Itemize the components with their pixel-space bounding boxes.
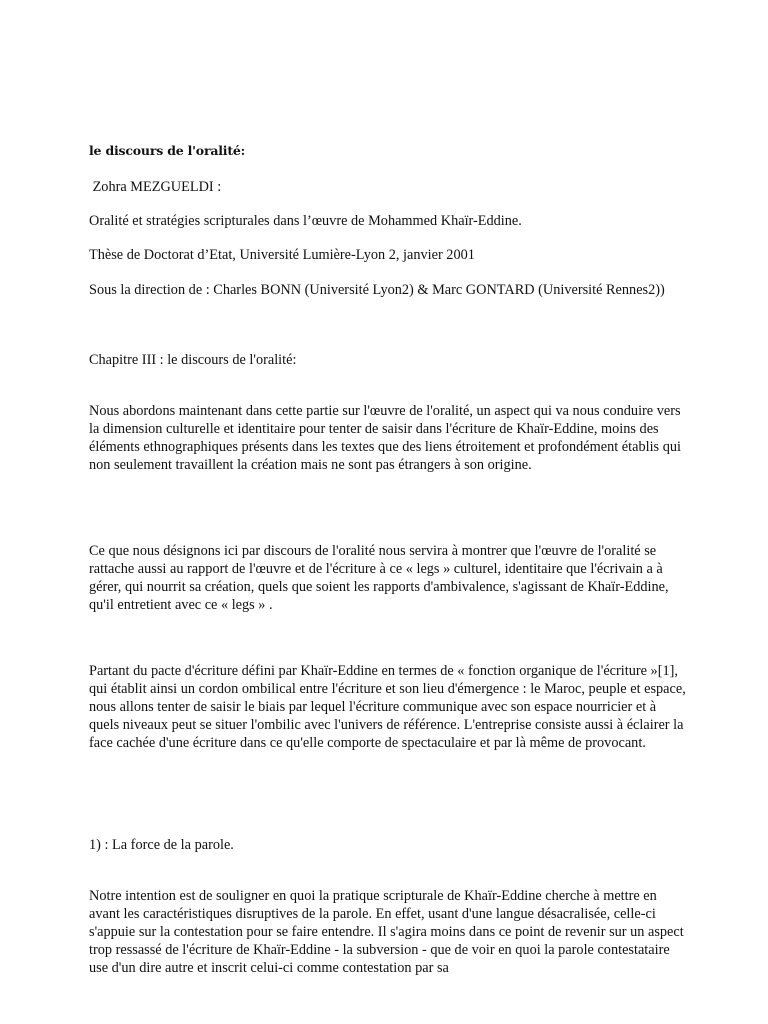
thesis-line: Thèse de Doctorat d’Etat, Université Lumière-Lyon 2, janvier 2001 — [89, 247, 475, 263]
section-title: 1) : La force de la parole. — [89, 837, 234, 853]
document-heading: le discours de l'oralité: — [89, 143, 246, 158]
chapter-title: Chapitre III : le discours de l'oralité: — [89, 352, 297, 368]
work-title: Oralité et stratégies scripturales dans l’œuvre de Mohammed Khaïr-Eddine. — [89, 213, 522, 229]
author-line: Zohra MEZGUELDI : — [89, 179, 222, 195]
paragraph-4: Notre intention est de souligner en quoi la pratique scripturale de Khaïr-Eddine cherche à mettre en avant les caractéristiques disruptives de la parole. En effet, usant d'une langue désacralisée, celle-ci s'appuie sur la contestation pour se faire entendre. Il s'agira moins dans ce point de revenir sur un aspect trop ressassé de l'écriture de Khaïr-Eddine - la subversion - que de voir en quoi la parole contestataire use d'un dire autre et inscrit celui-ci comme contestation par sa — [89, 888, 684, 976]
paragraph-3: Partant du pacte d'écriture défini par Khaïr-Eddine en termes de « fonction organique de l'écriture »[1], qui établit ainsi un cordon ombilical entre l'écriture et son lieu d'émergence : le Maroc, peuple et espace, nous allons tenter de saisir le biais par lequel l'écriture communique avec son espace nourricier et à quels niveaux peut se situer l'ombilic avec l'univers de référence. L'entreprise consiste aussi à éclairer la face cachée d'une écriture dans ce qu'elle comporte de spectaculaire et par là même de provocant. — [89, 663, 686, 751]
paragraph-1: Nous abordons maintenant dans cette partie sur l'œuvre de l'oralité, un aspect qui va nous conduire vers la dimension culturelle et identitaire pour tenter de saisir dans l'écriture de Khaïr-Eddine, moins des éléments ethnographiques présents dans les textes que des liens étroitement et profondément établis qui non seulement travaillent la création mais ne sont pas étrangers à son origine. — [89, 403, 681, 473]
supervision-line: Sous la direction de : Charles BONN (Université Lyon2) & Marc GONTARD (Université Rennes2)) — [89, 282, 665, 298]
paragraph-2: Ce que nous désignons ici par discours de l'oralité nous servira à montrer que l'œuvre de l'oralité se rattache aussi au rapport de l'œuvre et de l'écriture à ce « legs » culturel, identitaire que l'écrivain a à gérer, qui nourrit sa création, quels que soient les rapports d'ambivalence, s'agissant de Khaïr-Eddine, qu'il entretient avec ce « legs » . — [89, 543, 669, 613]
